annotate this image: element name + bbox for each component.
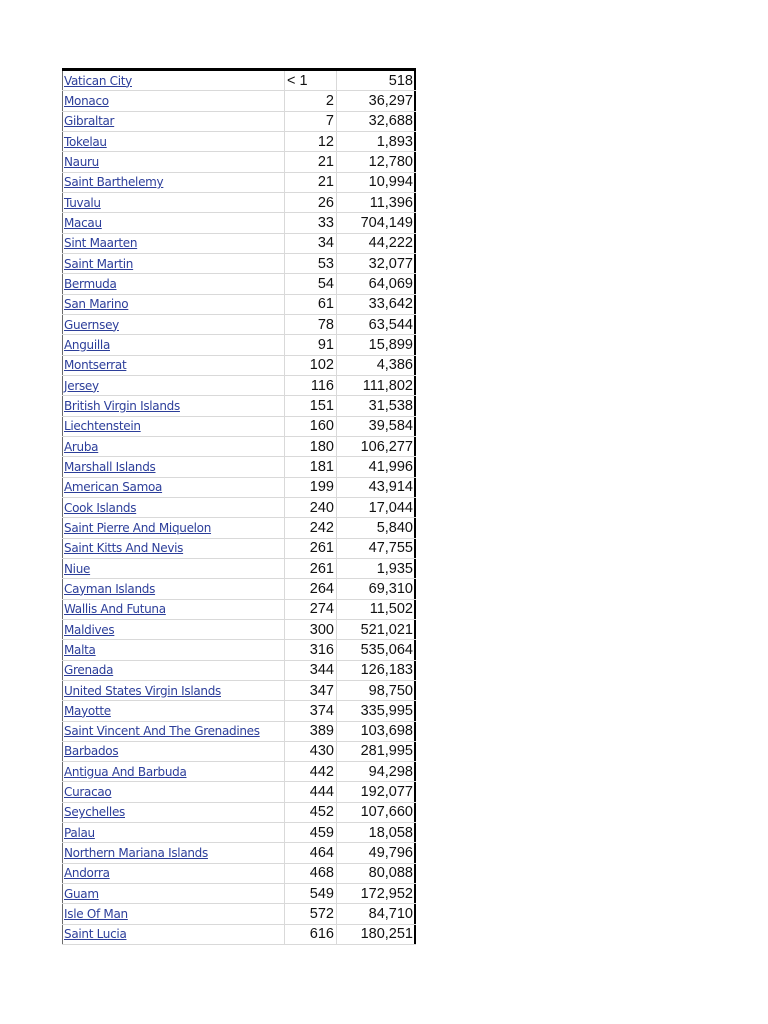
table-row	[62, 91, 416, 111]
country-link[interactable]: Niue	[64, 561, 91, 576]
population-cell: 36,297	[338, 91, 416, 110]
population-cell: 15,899	[338, 335, 416, 354]
table-row	[62, 742, 416, 762]
table-row	[62, 539, 416, 559]
table-row	[62, 518, 416, 538]
country-link[interactable]: Saint Pierre And Miquelon	[64, 520, 212, 535]
table-row	[62, 315, 416, 335]
country-link[interactable]: Bermuda	[64, 276, 117, 291]
table-row	[62, 417, 416, 437]
country-name-cell	[62, 701, 284, 720]
population-cell: 31,538	[338, 396, 416, 415]
country-name-cell	[62, 742, 284, 761]
area-cell: 468	[284, 864, 336, 883]
country-name-cell	[62, 315, 284, 334]
table-row	[62, 152, 416, 172]
area-cell: 316	[284, 640, 336, 659]
table-row	[62, 782, 416, 802]
country-name-cell	[62, 539, 284, 558]
area-cell: 181	[284, 457, 336, 476]
population-cell: 103,698	[338, 722, 416, 741]
population-cell: 44,222	[338, 234, 416, 253]
population-cell: 281,995	[338, 742, 416, 761]
population-cell: 535,064	[338, 640, 416, 659]
country-link[interactable]: Tuvalu	[64, 195, 101, 210]
area-cell: 21	[284, 173, 336, 192]
area-cell: 180	[284, 437, 336, 456]
table-row	[62, 376, 416, 396]
table-row	[62, 904, 416, 924]
table-row	[62, 681, 416, 701]
country-name-cell	[62, 437, 284, 456]
country-name-cell	[62, 803, 284, 822]
country-name-cell	[62, 152, 284, 171]
table-row	[62, 213, 416, 233]
population-cell: 33,642	[338, 295, 416, 314]
country-link[interactable]: Barbados	[64, 744, 119, 759]
country-name-cell	[62, 600, 284, 619]
area-cell: 616	[284, 925, 336, 944]
population-cell: 10,994	[338, 173, 416, 192]
country-name-cell	[62, 112, 284, 131]
area-cell: 54	[284, 274, 336, 293]
area-cell: < 1	[284, 71, 336, 90]
population-cell: 704,149	[338, 213, 416, 232]
country-link[interactable]: British Virgin Islands	[64, 398, 180, 413]
area-cell: 53	[284, 254, 336, 273]
country-link[interactable]: Antigua And Barbuda	[64, 764, 187, 779]
table-row	[62, 722, 416, 742]
area-cell: 442	[284, 762, 336, 781]
population-cell: 111,802	[338, 376, 416, 395]
population-cell: 12,780	[338, 152, 416, 171]
table-row	[62, 71, 416, 91]
population-cell: 64,069	[338, 274, 416, 293]
population-cell: 69,310	[338, 579, 416, 598]
area-cell: 116	[284, 376, 336, 395]
population-cell: 180,251	[338, 925, 416, 944]
country-link[interactable]: Saint Barthelemy	[64, 175, 164, 190]
table-row	[62, 193, 416, 213]
area-cell: 389	[284, 722, 336, 741]
table-row	[62, 254, 416, 274]
area-cell: 21	[284, 152, 336, 171]
population-cell: 41,996	[338, 457, 416, 476]
area-cell: 12	[284, 132, 336, 151]
country-name-cell	[62, 173, 284, 192]
country-name-cell	[62, 762, 284, 781]
country-link[interactable]: Maldives	[64, 622, 115, 637]
country-link[interactable]: Anguilla	[64, 337, 110, 352]
country-link[interactable]: Curacao	[64, 785, 112, 800]
country-name-cell	[62, 234, 284, 253]
country-link[interactable]: Mayotte	[64, 703, 111, 718]
country-link[interactable]: Monaco	[64, 93, 109, 108]
population-cell: 192,077	[338, 782, 416, 801]
country-name-cell	[62, 498, 284, 517]
population-cell: 32,688	[338, 112, 416, 131]
table-row	[62, 234, 416, 254]
country-name-cell	[62, 478, 284, 497]
area-cell: 240	[284, 498, 336, 517]
area-cell: 274	[284, 600, 336, 619]
table-row	[62, 173, 416, 193]
table-row	[62, 823, 416, 843]
country-link[interactable]: Saint Martin	[64, 256, 134, 271]
country-link[interactable]: Gibraltar	[64, 114, 115, 129]
table-row	[62, 701, 416, 721]
population-cell: 47,755	[338, 539, 416, 558]
population-cell: 4,386	[338, 356, 416, 375]
population-cell: 49,796	[338, 843, 416, 862]
area-cell: 61	[284, 295, 336, 314]
table-row	[62, 925, 416, 945]
table-row	[62, 661, 416, 681]
area-cell: 78	[284, 315, 336, 334]
table-row	[62, 843, 416, 863]
population-cell: 39,584	[338, 417, 416, 436]
country-link[interactable]: Marshall Islands	[64, 459, 156, 474]
country-name-cell	[62, 843, 284, 862]
country-name-cell	[62, 579, 284, 598]
country-link[interactable]: Northern Mariana Islands	[64, 846, 208, 861]
area-cell: 347	[284, 681, 336, 700]
country-name-cell	[62, 823, 284, 842]
population-cell: 126,183	[338, 661, 416, 680]
area-cell: 26	[284, 193, 336, 212]
country-name-cell	[62, 213, 284, 232]
country-name-cell	[62, 518, 284, 537]
table-row	[62, 457, 416, 477]
country-link[interactable]: Liechtenstein	[64, 419, 141, 434]
table-row	[62, 437, 416, 457]
country-name-cell	[62, 559, 284, 578]
country-link[interactable]: Cayman Islands	[64, 581, 156, 596]
country-name-cell	[62, 254, 284, 273]
country-name-cell	[62, 661, 284, 680]
country-link[interactable]: Guernsey	[64, 317, 119, 332]
table-row	[62, 559, 416, 579]
table-row	[62, 762, 416, 782]
area-cell: 444	[284, 782, 336, 801]
area-cell: 91	[284, 335, 336, 354]
area-cell: 464	[284, 843, 336, 862]
country-name-cell	[62, 864, 284, 883]
population-cell: 43,914	[338, 478, 416, 497]
country-name-cell	[62, 457, 284, 476]
country-link[interactable]: Montserrat	[64, 358, 127, 373]
country-name-cell	[62, 193, 284, 212]
table-row	[62, 498, 416, 518]
table-row	[62, 478, 416, 498]
table-row	[62, 274, 416, 294]
country-link[interactable]: Macau	[64, 215, 102, 230]
population-cell: 11,396	[338, 193, 416, 212]
country-link[interactable]: Malta	[64, 642, 96, 657]
country-link[interactable]: Saint Vincent And The Grenadines	[64, 724, 260, 739]
area-cell: 264	[284, 579, 336, 598]
table-row	[62, 803, 416, 823]
country-name-cell	[62, 335, 284, 354]
country-link[interactable]: Palau	[64, 825, 95, 840]
table-row	[62, 620, 416, 640]
country-name-cell	[62, 620, 284, 639]
area-cell: 374	[284, 701, 336, 720]
country-link[interactable]: Andorra	[64, 866, 110, 881]
country-name-cell	[62, 417, 284, 436]
area-cell: 151	[284, 396, 336, 415]
country-name-cell	[62, 396, 284, 415]
country-name-cell	[62, 71, 284, 90]
area-cell: 33	[284, 213, 336, 232]
population-cell: 1,893	[338, 132, 416, 151]
area-cell: 300	[284, 620, 336, 639]
area-cell: 199	[284, 478, 336, 497]
table-row	[62, 579, 416, 599]
area-cell: 34	[284, 234, 336, 253]
population-cell: 107,660	[338, 803, 416, 822]
population-cell: 521,021	[338, 620, 416, 639]
country-name-cell	[62, 91, 284, 110]
country-link[interactable]: Nauru	[64, 154, 99, 169]
population-cell: 80,088	[338, 864, 416, 883]
table-row	[62, 600, 416, 620]
area-cell: 2	[284, 91, 336, 110]
country-link[interactable]: Vatican City	[64, 73, 132, 88]
country-name-cell	[62, 356, 284, 375]
country-link[interactable]: United States Virgin Islands	[64, 683, 221, 698]
country-link[interactable]: Jersey	[64, 378, 99, 393]
table-row	[62, 640, 416, 660]
table-row	[62, 295, 416, 315]
table-row	[62, 335, 416, 355]
table-row	[62, 112, 416, 132]
country-name-cell	[62, 782, 284, 801]
country-name-cell	[62, 722, 284, 741]
population-cell: 32,077	[338, 254, 416, 273]
population-cell: 106,277	[338, 437, 416, 456]
country-link[interactable]: Guam	[64, 886, 99, 901]
country-link[interactable]: Saint Kitts And Nevis	[64, 541, 184, 556]
population-cell: 94,298	[338, 762, 416, 781]
area-cell: 459	[284, 823, 336, 842]
table-row	[62, 884, 416, 904]
country-link[interactable]: San Marino	[64, 297, 129, 312]
table-body	[62, 71, 416, 945]
table-row	[62, 356, 416, 376]
population-cell: 63,544	[338, 315, 416, 334]
area-cell: 7	[284, 112, 336, 131]
country-name-cell	[62, 884, 284, 903]
country-link[interactable]: Tokelau	[64, 134, 107, 149]
area-cell: 242	[284, 518, 336, 537]
population-cell: 98,750	[338, 681, 416, 700]
country-name-cell	[62, 681, 284, 700]
population-cell: 84,710	[338, 904, 416, 923]
table-row	[62, 396, 416, 416]
country-name-cell	[62, 640, 284, 659]
population-cell: 17,044	[338, 498, 416, 517]
country-link[interactable]: Cook Islands	[64, 500, 137, 515]
country-link[interactable]: Wallis And Futuna	[64, 602, 166, 617]
table-row	[62, 864, 416, 884]
country-name-cell	[62, 295, 284, 314]
country-table	[62, 68, 416, 945]
population-cell: 518	[338, 71, 416, 90]
table-row	[62, 132, 416, 152]
country-link[interactable]: Isle Of Man	[64, 907, 128, 922]
area-cell: 160	[284, 417, 336, 436]
population-cell: 11,502	[338, 600, 416, 619]
population-cell: 335,995	[338, 701, 416, 720]
population-cell: 1,935	[338, 559, 416, 578]
area-cell: 430	[284, 742, 336, 761]
area-cell: 572	[284, 904, 336, 923]
area-cell: 102	[284, 356, 336, 375]
country-link[interactable]: American Samoa	[64, 480, 163, 495]
country-name-cell	[62, 376, 284, 395]
area-cell: 452	[284, 803, 336, 822]
area-cell: 261	[284, 539, 336, 558]
country-name-cell	[62, 904, 284, 923]
population-cell: 5,840	[338, 518, 416, 537]
country-link[interactable]: Grenada	[64, 663, 114, 678]
area-cell: 549	[284, 884, 336, 903]
country-name-cell	[62, 274, 284, 293]
country-link[interactable]: Saint Lucia	[64, 927, 127, 942]
country-link[interactable]: Seychelles	[64, 805, 125, 820]
country-link[interactable]: Sint Maarten	[64, 236, 138, 251]
country-name-cell	[62, 132, 284, 151]
population-cell: 18,058	[338, 823, 416, 842]
area-cell: 261	[284, 559, 336, 578]
country-name-cell	[62, 925, 284, 944]
country-link[interactable]: Aruba	[64, 439, 99, 454]
area-cell: 344	[284, 661, 336, 680]
population-cell: 172,952	[338, 884, 416, 903]
